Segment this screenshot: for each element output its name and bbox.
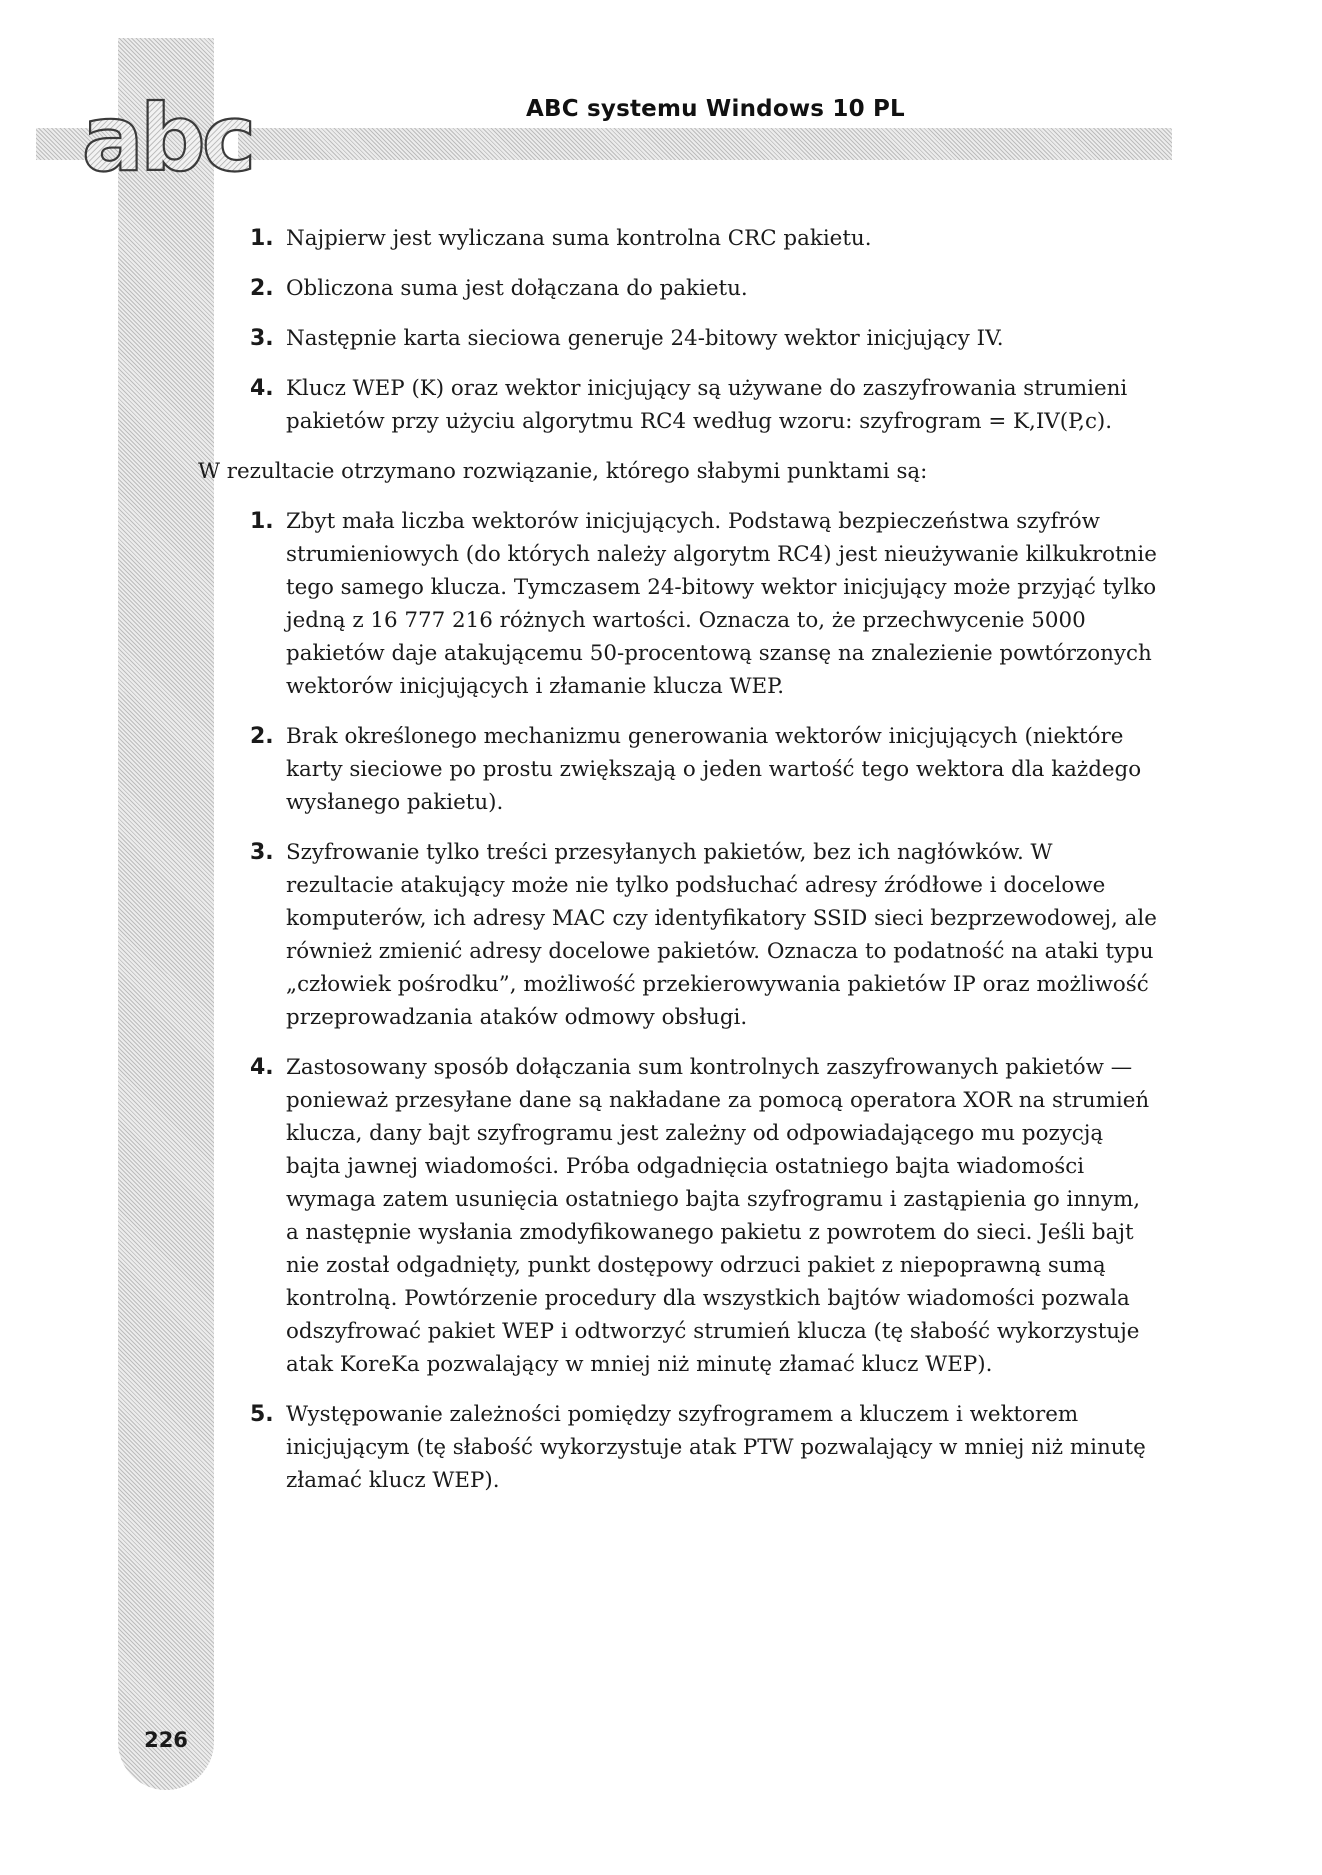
side-hatched-band: [118, 38, 214, 1790]
weaknesses-list: [238, 505, 1158, 1497]
list-item: [238, 505, 1158, 703]
list-item: [238, 836, 1158, 1034]
page-number: 226: [144, 1728, 188, 1752]
list-text: Zbyt mała liczba wektorów inicjujących. Podstawą bezpieczeństwa szyfrów strumieniowych (do których należy algorytm RC4) jest nieużywanie kilkukrotnie tego samego klucza. Tymczasem 24-bitowy wektor inicjujący może przyjąć tylko jedną z 16 777 216 różnych wartości. Oznacza to, że przechwycenie 5000 pakietów daje atakującemu 50-procentową szansę na znalezienie powtórzonych wektorów inicjujących i złamanie klucza WEP.: [286, 509, 1157, 699]
list-number: 5.: [250, 1402, 274, 1427]
list-text: Zastosowany sposób dołączania sum kontrolnych zaszyfrowanych pakietów — ponieważ przesyłane dane są nakładane za pomocą operatora XOR na strumień klucza, dany bajt szyfrogramu jest zależny od odpowiadającego mu pozycją bajta jawnej wiadomości. Próba odgadnięcia ostatniego bajta wiadomości wymaga zatem usunięcia ostatniego bajta szyfrogramu i zastąpienia go innym, a następnie wysłania zmodyfikowanego pakietu z powrotem do sieci. Jeśli bajt nie został odgadnięty, punkt dostępowy odrzuci pakiet z niepoprawną sumą kontrolną. Powtórzenie procedury dla wszystkich bajtów wiadomości pozwala odszyfrować pakiet WEP i odtworzyć strumień klucza (tę słabość wykorzystuje atak KoreKa pozwalający w mniej niż minutę złamać klucz WEP).: [286, 1055, 1150, 1377]
list-text: Następnie karta sieciowa generuje 24-bitowy wektor inicjujący IV.: [286, 326, 1004, 351]
list-item: [238, 222, 1158, 255]
logo-text: abc: [81, 85, 253, 192]
list-item: [238, 372, 1158, 438]
list-text: Klucz WEP (K) oraz wektor inicjujący są używane do zaszyfrowania strumieni pakietów przy użyciu algorytmu RC4 według wzoru: szyfrogram = K,IV(P,c).: [286, 376, 1128, 434]
list-number: 3.: [250, 840, 274, 865]
list-text: Brak określonego mechanizmu generowania wektorów inicjujących (niektóre karty sieciowe po prostu zwiększają o jeden wartość tego wektora dla każdego wysłanego pakietu).: [286, 724, 1142, 815]
wep-steps-list: [238, 222, 1158, 438]
list-text: Występowanie zależności pomiędzy szyfrogramem a kluczem i wektorem inicjującym (tę słabość wykorzystuje atak PTW pozwalający w mniej niż minutę złamać klucz WEP).: [286, 1402, 1146, 1493]
list-item: [238, 272, 1158, 305]
list-number: 1.: [250, 509, 274, 534]
list-number: 2.: [250, 724, 274, 749]
list-number: 4.: [250, 376, 274, 401]
intro-paragraph: W rezultacie otrzymano rozwiązanie, którego słabymi punktami są:: [198, 459, 928, 484]
list-number: 4.: [250, 1055, 274, 1080]
list-item: [238, 720, 1158, 819]
list-item: [238, 1051, 1158, 1381]
list-text: Obliczona suma jest dołączana do pakietu.: [286, 276, 748, 301]
page-content: [198, 222, 1158, 1514]
list-number: 3.: [250, 326, 274, 351]
list-number: 2.: [250, 276, 274, 301]
header-rule-right: [238, 128, 1172, 160]
list-number: 1.: [250, 226, 274, 251]
list-item: [238, 322, 1158, 355]
list-text: Szyfrowanie tylko treści przesyłanych pakietów, bez ich nagłówków. W rezultacie atakujący może nie tylko podsłuchać adresy źródłowe i docelowe komputerów, ich adresy MAC czy identyfikatory SSID sieci bezprzewodowej, ale również zmienić adresy docelowe pakietów. Oznacza to podatność na ataki typu „człowiek pośrodku”, możliwość przekierowywania pakietów IP oraz możliwość przeprowadzania ataków odmowy obsługi.: [286, 840, 1157, 1030]
list-item: [238, 1398, 1158, 1497]
list-text: Najpierw jest wyliczana suma kontrolna CRC pakietu.: [286, 226, 872, 251]
running-title: ABC systemu Windows 10 PL: [526, 96, 905, 122]
abc-logo: [81, 85, 253, 192]
